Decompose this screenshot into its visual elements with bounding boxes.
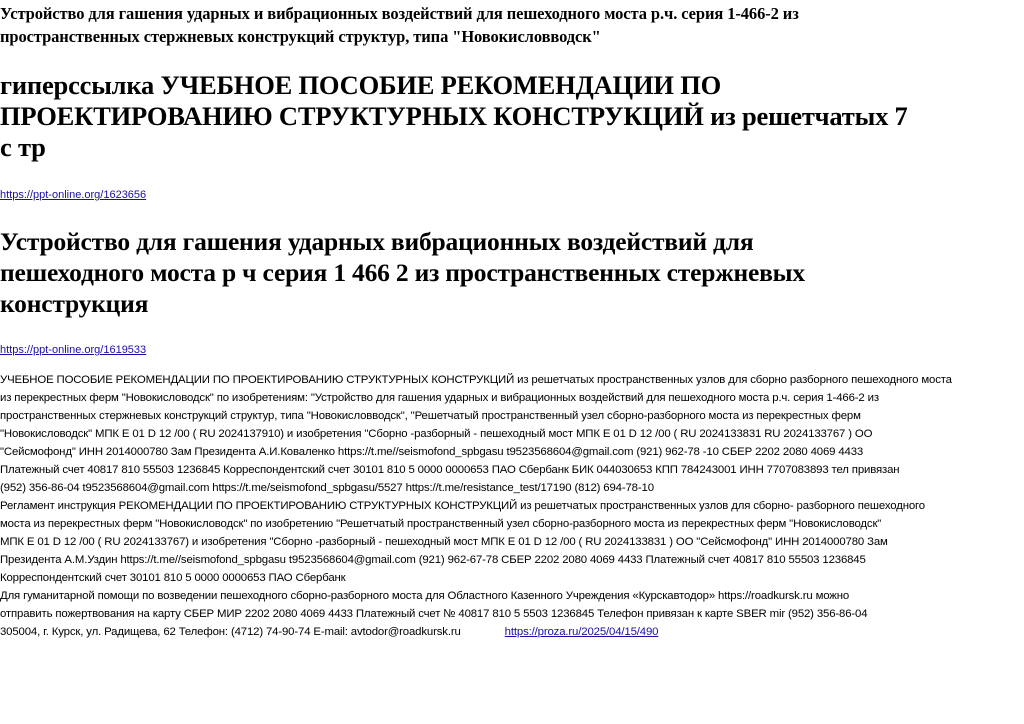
body-line: отправить пожертвования на карту СБЕР МИР 2202 2080 4069 4433 Платежный счет № 40817 810 5 5503 1236845 Телефон привязан к карте SBER mir (952) 356-86-04 <box>0 608 868 620</box>
second-heading-line: конструкция <box>0 289 149 318</box>
second-heading <box>0 226 1022 319</box>
top-heading <box>0 2 1020 48</box>
body-line: Корреспондентский счет 30101 810 5 0000 0000653 ПАО Сбербанк <box>0 572 346 584</box>
body-line: Для гуманитарной помощи по возведении пешеходного сборно-разборного моста для Областного Казенного Учреждения «Курскавтодор» https://roadkursk.ru можно <box>0 590 850 602</box>
body-line: моста из перекрестных ферм "Новокисловодск" по изобретению "Решетчатый пространственный узел сборно-разборного моста из перекрестных ферм "Новокисловодск" <box>0 518 882 530</box>
second-heading-line: Устройство для гашения ударных вибрационных воздействий для <box>0 227 754 256</box>
hyperlink-heading <box>0 70 1022 163</box>
body-line: Платежный счет 40817 810 55503 1236845 Корреспондентский счет 30101 810 5 0000 0000653 ПАО Сбербанк БИК 044030653 КПП 784243001 ИНН 7707083893 тел привязан <box>0 464 900 476</box>
hyperlink-heading-line: гиперссылка УЧЕБНОЕ ПОСОБИЕ РЕКОМЕНДАЦИИ ПО <box>0 70 722 100</box>
proza-link[interactable]: https://proza.ru/2025/04/15/490 <box>504 626 659 638</box>
body-line: МПК E 01 D 12 /00 ( RU 2024133767) и изобретения "Сборно -разборный - пешеходный мост МПК E 01 D 12 /00 ( RU 2024133831 ) ОО "Сейсмофонд" ИНН 2014000780 Зам <box>0 536 888 548</box>
body-text <box>0 371 1024 641</box>
body-line: пространственных стержневых конструкций структур, типа "Новокисловводск", "Решетчатый пространственный узел сборно-разборного моста из перекрестных ферм <box>0 410 861 422</box>
link-row <box>0 188 146 202</box>
body-line: "Новокисловодск" МПК E 01 D 12 /00 ( RU 2024137910) и изобретения "Сборно -разборный - пешеходный мост МПК E 01 D 12 /00 ( RU 2024133831 RU 2024133767 ) ОО <box>0 428 873 440</box>
link-row <box>0 343 146 357</box>
ppt-link-1623656[interactable]: https://ppt-online.org/1623656 <box>0 189 147 201</box>
hyperlink-heading-line: ПРОЕКТИРОВАНИЮ СТРУКТУРНЫХ КОНСТРУКЦИЙ из решетчатых 7 <box>0 101 908 131</box>
body-line: (952) 356-86-04 t9523568604@gmail.com https://t.me/seismofond_spbgasu/5527 https://t.me/resistance_test/17190 (812) 694-78-10 <box>0 482 654 494</box>
address-text: 305004, г. Курск, ул. Радищева, 62 Телефон: (4712) 74-90-74 E-mail: avtodor@roadkursk.ru <box>0 626 461 638</box>
top-heading-line: пространственных стержневых конструкций структур, типа "Новокисловводск" <box>0 27 601 46</box>
hyperlink-heading-line: с тр <box>0 132 46 162</box>
body-line-last <box>0 623 1024 641</box>
ppt-link-1619533[interactable]: https://ppt-online.org/1619533 <box>0 344 147 356</box>
body-line: "Сейсмофонд" ИНН 2014000780 Зам Президента А.И.Коваленко https://t.me//seismofond_spbgasu t9523568604@gmail.com (921) 962-78 -10 СБЕР 2202 2080 4069 4433 <box>0 446 864 458</box>
body-line: Президента А.М.Уздин https://t.me//seismofond_spbgasu t9523568604@gmail.com (921) 962-67-78 СБЕР 2202 2080 4069 4433 Платежный счет 40817 810 55503 1236845 <box>0 554 866 566</box>
second-heading-line: пешеходного моста р ч серия 1 466 2 из пространственных стержневых <box>0 258 805 287</box>
body-line: Регламент инструкция РЕКОМЕНДАЦИИ ПО ПРОЕКТИРОВАНИЮ СТРУКТУРНЫХ КОНСТРУКЦИЙ из решетчатых пространственных узлов для сборно- разборного пешеходного <box>0 500 925 512</box>
body-line: из перекрестных ферм "Новокисловодск" по изобретениям: "Устройство для гашения ударных и вибрационных воздействий для пешеходного моста р.ч. серия 1-466-2 из <box>0 392 879 404</box>
top-heading-line: Устройство для гашения ударных и вибрационных воздействий для пешеходного моста р.ч. серия 1-466-2 из <box>0 4 799 23</box>
body-line: УЧЕБНОЕ ПОСОБИЕ РЕКОМЕНДАЦИИ ПО ПРОЕКТИРОВАНИЮ СТРУКТУРНЫХ КОНСТРУКЦИЙ из решетчатых пространственных узлов для сборно разборного пешеходного моста <box>0 374 952 386</box>
